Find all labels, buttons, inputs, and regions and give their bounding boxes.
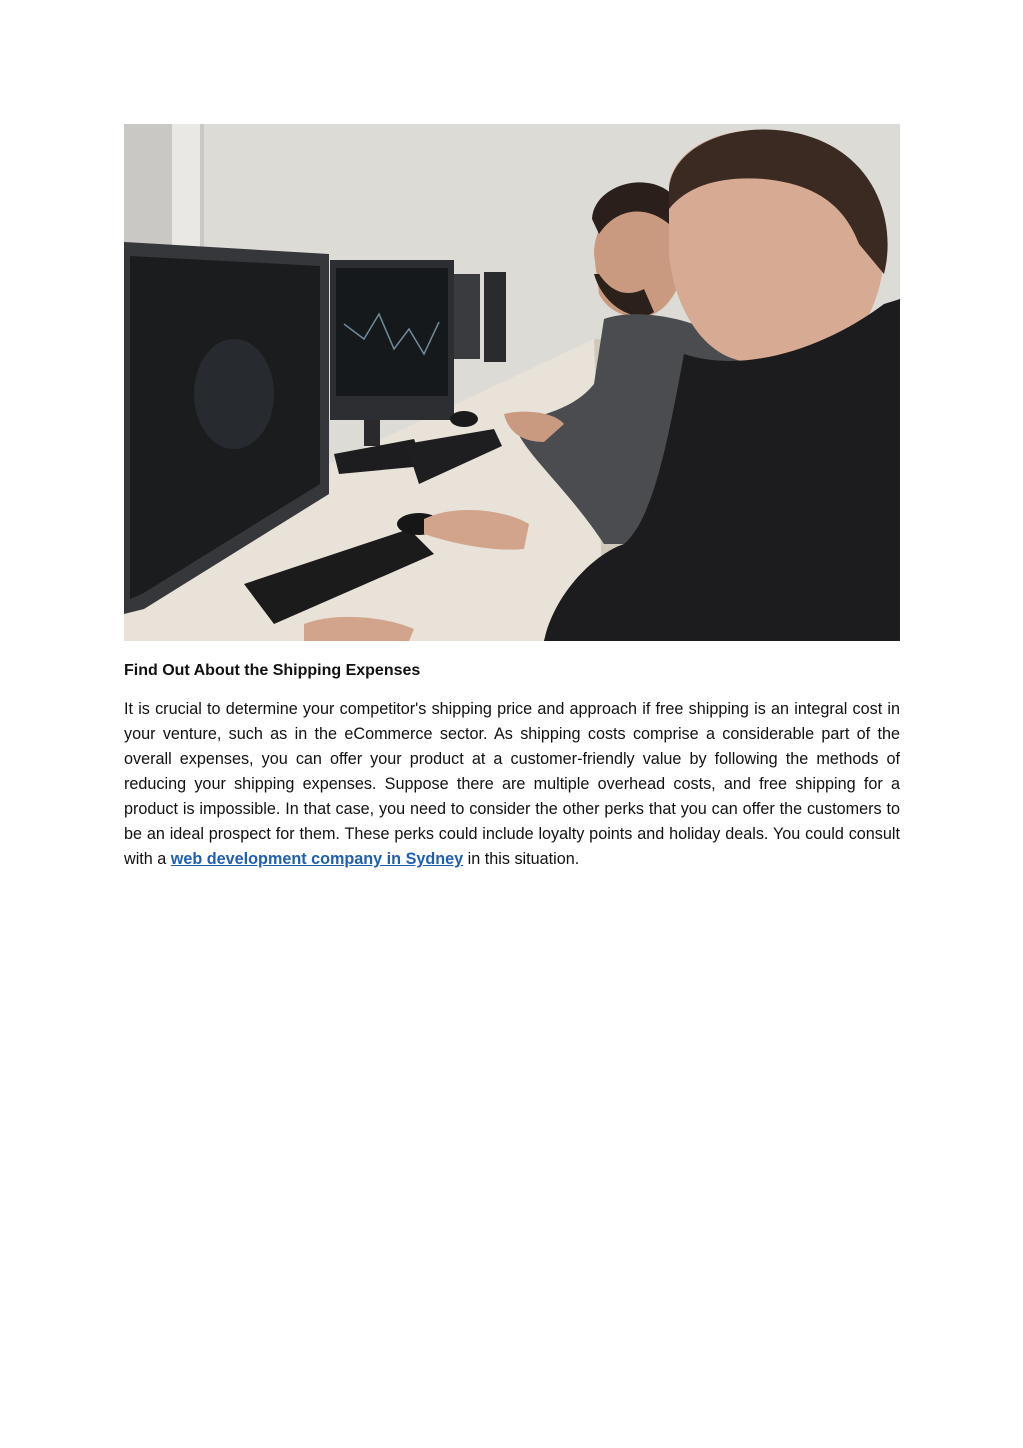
paragraph-text-end: in this situation. (463, 850, 580, 868)
body-paragraph (124, 697, 900, 872)
web-development-link[interactable]: web development company in Sydney (170, 850, 464, 868)
section-heading: Find Out About the Shipping Expenses (124, 662, 421, 679)
office-photo-illustration (124, 124, 900, 641)
office-photo (124, 124, 900, 641)
paragraph-text-start: It is crucial to determine your competitor's shipping price and approach if free shipping is an integral cost in your venture, such as in the eCommerce sector. As shipping costs comprise a considerable part of the overall expenses, you can offer your product at a customer-friendly value by following the methods of reducing your shipping expenses. Suppose there are multiple overhead costs, and free shipping for a product is impossible. In that case, you need to consider the other perks that you can offer the customers to be an ideal prospect for them. These perks could include loyalty points and holiday deals. You could consult with a (124, 700, 900, 868)
